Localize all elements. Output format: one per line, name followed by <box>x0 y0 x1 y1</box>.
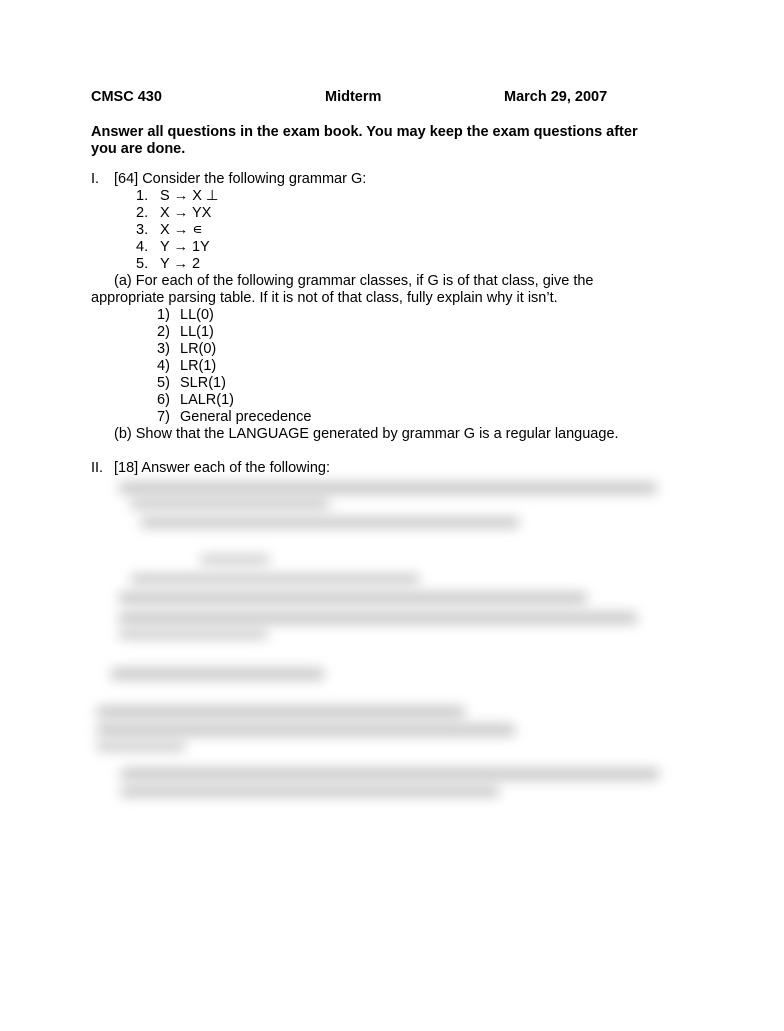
rule-number: 2. <box>136 205 149 221</box>
question-1-text: [64] Consider the following grammar G: <box>114 171 367 187</box>
rule-number: 1. <box>136 188 149 204</box>
question-2-text: [18] Answer each of the following: <box>114 460 331 476</box>
exam-date: March 29, 2007 <box>504 89 608 105</box>
question-2-number: II. <box>91 460 104 476</box>
class-number: 7) <box>157 409 170 425</box>
course-code: CMSC 430 <box>91 89 162 105</box>
class-number: 6) <box>157 392 170 408</box>
grammar-rule: Y → 2 <box>160 256 201 272</box>
grammar-rule: X → ∊ <box>160 222 203 238</box>
class-number: 3) <box>157 341 170 357</box>
exam-title: Midterm <box>325 89 382 105</box>
instructions-line-1: Answer all questions in the exam book. You may keep the exam questions after <box>91 124 638 140</box>
grammar-rule: S → X ⊥ <box>160 188 219 204</box>
rule-number: 4. <box>136 239 149 255</box>
rule-number: 5. <box>136 256 149 272</box>
grammar-class: LL(1) <box>180 324 214 340</box>
class-number: 2) <box>157 324 170 340</box>
grammar-class: General precedence <box>180 409 312 425</box>
grammar-class: LR(0) <box>180 341 217 357</box>
instructions-line-2: you are done. <box>91 141 186 157</box>
grammar-rule: X → YX <box>160 205 212 221</box>
class-number: 5) <box>157 375 170 391</box>
grammar-class: LALR(1) <box>180 392 234 408</box>
part-a-line-1: (a) For each of the following grammar classes, if G is of that class, give the <box>114 273 594 289</box>
rule-number: 3. <box>136 222 149 238</box>
class-number: 4) <box>157 358 170 374</box>
part-a-line-2: appropriate parsing table. If it is not of that class, fully explain why it isn’t. <box>91 290 558 306</box>
grammar-class: LR(1) <box>180 358 217 374</box>
grammar-class: LL(0) <box>180 307 214 323</box>
question-1-number: I. <box>91 171 100 187</box>
class-number: 1) <box>157 307 170 323</box>
grammar-class: SLR(1) <box>180 375 226 391</box>
grammar-rule: Y → 1Y <box>160 239 210 255</box>
part-b: (b) Show that the LANGUAGE generated by grammar G is a regular language. <box>114 426 619 442</box>
